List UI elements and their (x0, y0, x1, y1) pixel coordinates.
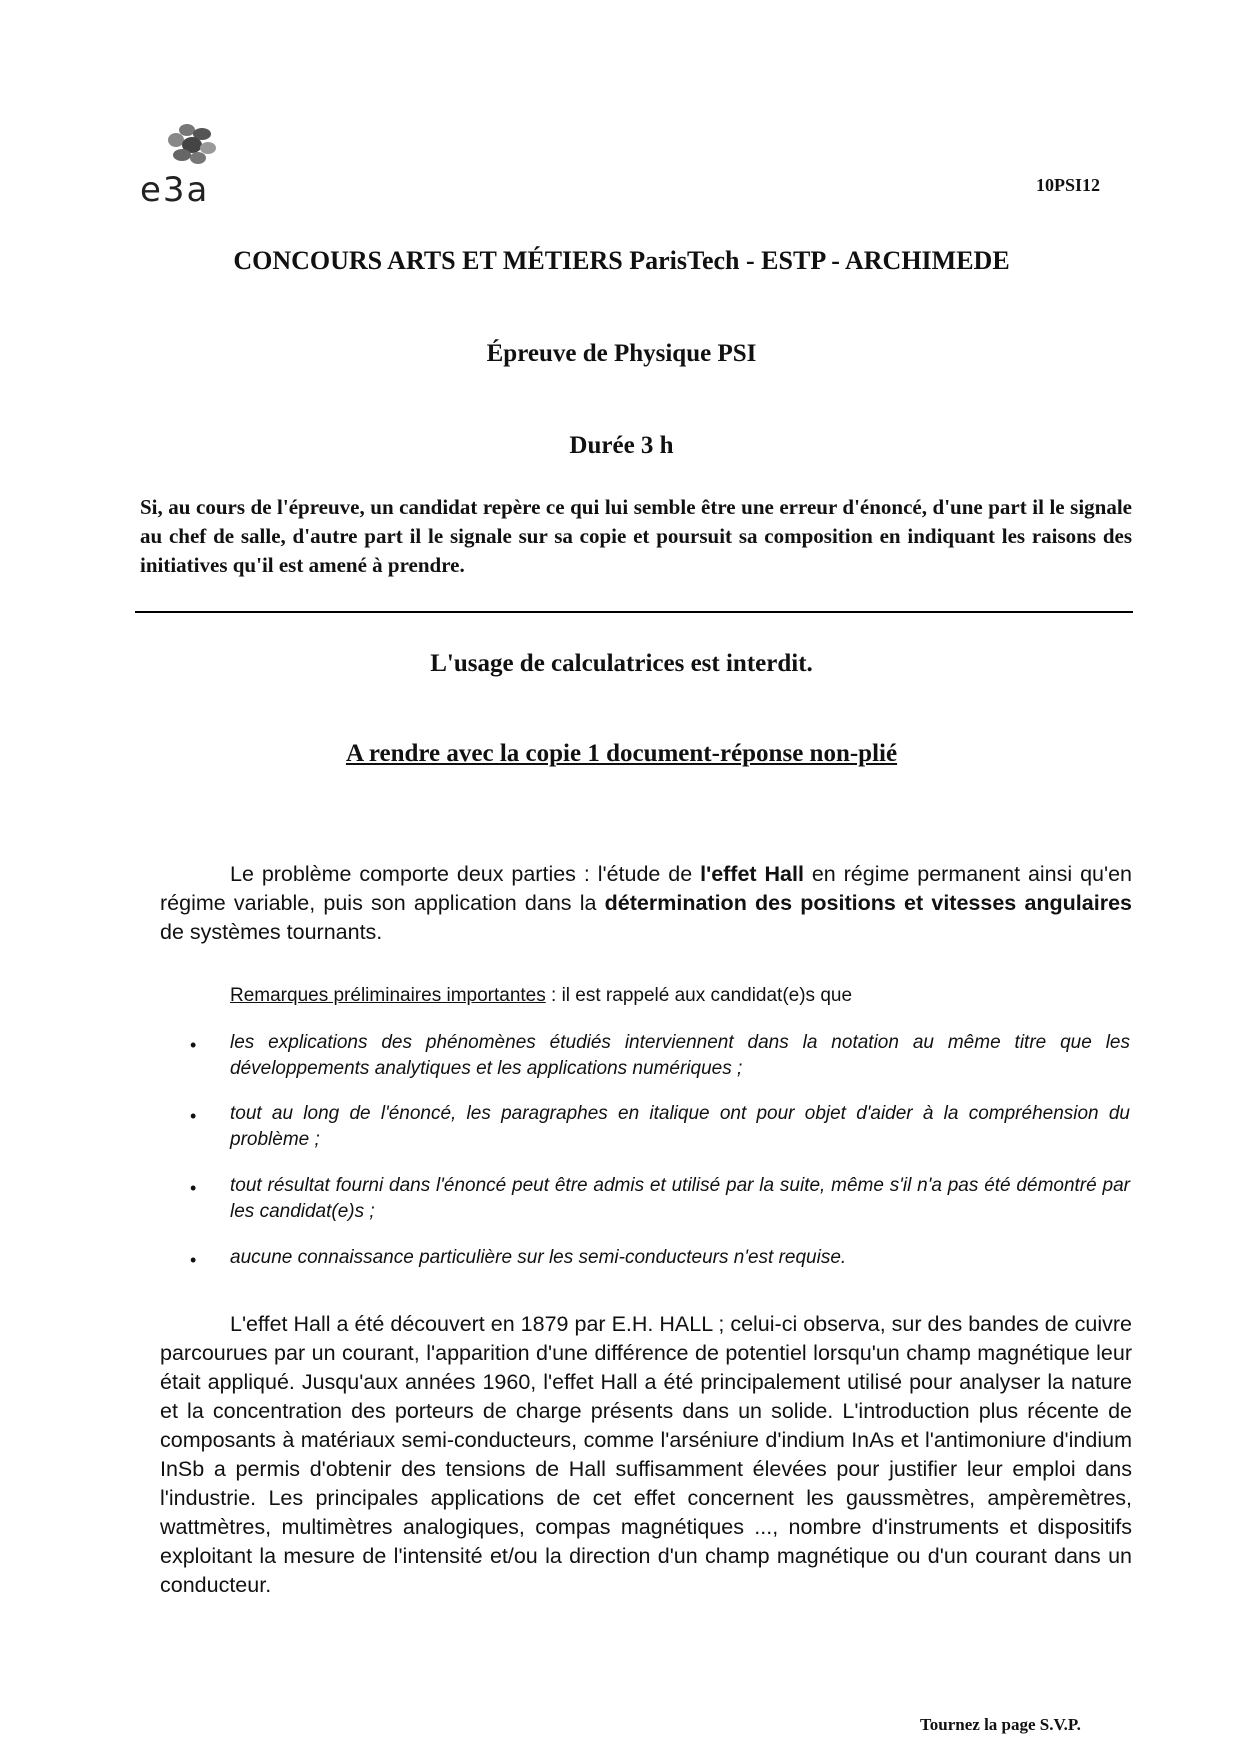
exam-duration: Durée 3 h (569, 432, 674, 459)
logo-wordmark: e3a (140, 170, 210, 210)
divider (135, 611, 1133, 613)
history-paragraph: L'effet Hall a été découvert en 1879 par E.H. HALL ; celui-ci observa, sur des bandes de cuivre parcourues par un courant, l'apparition d'une différence de potentiel lorsqu'un champ magnétique leur était appliqué. Jusqu'aux années 1960, l'effet Hall a été principalement utilisé pour analyser la nature et la concentration des porteurs de charge présents dans un solide. L'introduction plus récente de composants à matériaux semi-conducteurs, comme l'arséniure d'indium InAs et l'antimoniure d'indium InSb a permis d'obtenir des tensions de Hall suffisamment élevées pour justifier leur emploi dans l'industrie. Les principales applications de cet effet concernent les gaussmètres, ampèremètres, wattmètres, multimètres analogiques, compas magnétiques ..., nombre d'instruments et dispositifs exploitant la mesure de l'intensité et/ou la direction d'un champ magnétique ou d'un courant dans un conducteur. (160, 1312, 1132, 1597)
exam-title: Épreuve de Physique PSI (486, 340, 757, 367)
contest-title: CONCOURS ARTS ET MÉTIERS ParisTech - ESTP - ARCHIMEDE (233, 246, 1010, 275)
bullet-icon: • (190, 1178, 197, 1198)
remarks-title: Remarques préliminaires importantes (230, 985, 546, 1006)
return-document-rule: A rendre avec la copie 1 document-réponse non-plié (345, 740, 898, 767)
remarks-heading (230, 985, 852, 1007)
remarks-lead: : il est rappelé aux candidat(e)s que (545, 985, 853, 1006)
calculator-rule: L'usage de calculatrices est interdit. (430, 650, 813, 677)
intro-text-2: en régime permanent ainsi qu'en régime variable, puis son application dans la (160, 862, 1132, 915)
intro-bold-1: l'effet Hall (700, 862, 804, 886)
page-turn-note: Tournez la page S.V.P. (920, 1715, 1081, 1734)
remark-item: tout résultat fourni dans l'énoncé peut être admis et utilisé par la suite, même s'il n'a pas été démontré par les candidat(e)s ; (230, 1175, 1130, 1222)
bullet-icon: • (190, 1106, 197, 1126)
remark-item: aucune connaissance particulière sur les semi-conducteurs n'est requise. (230, 1247, 847, 1268)
intro-bold-2: détermination des positions et vitesses angulaires (604, 891, 1132, 915)
bullet-icon: • (190, 1250, 197, 1270)
error-notice: Si, au cours de l'épreuve, un candidat repère ce qui lui semble être une erreur d'énoncé, d'une part il le signale au chef de salle, d'autre part il le signale sur sa copie et poursuit sa composition en indiquant les raisons des initiatives qu'il est amené à prendre. (140, 495, 1132, 577)
remark-item: les explications des phénomènes étudiés interviennent dans la notation au même titre que les développements analytiques et les applications numériques ; (230, 1032, 1130, 1079)
document-code: 10PSI12 (1036, 175, 1101, 195)
intro-text-1: Le problème comporte deux parties : l'étude de (230, 862, 701, 886)
bullet-icon: • (190, 1035, 197, 1055)
intro-text-3: de systèmes tournants. (160, 920, 383, 944)
intro-paragraph (160, 860, 1132, 947)
remark-item: tout au long de l'énoncé, les paragraphes en italique ont pour objet d'aider à la compréhension du problème ; (230, 1103, 1130, 1150)
